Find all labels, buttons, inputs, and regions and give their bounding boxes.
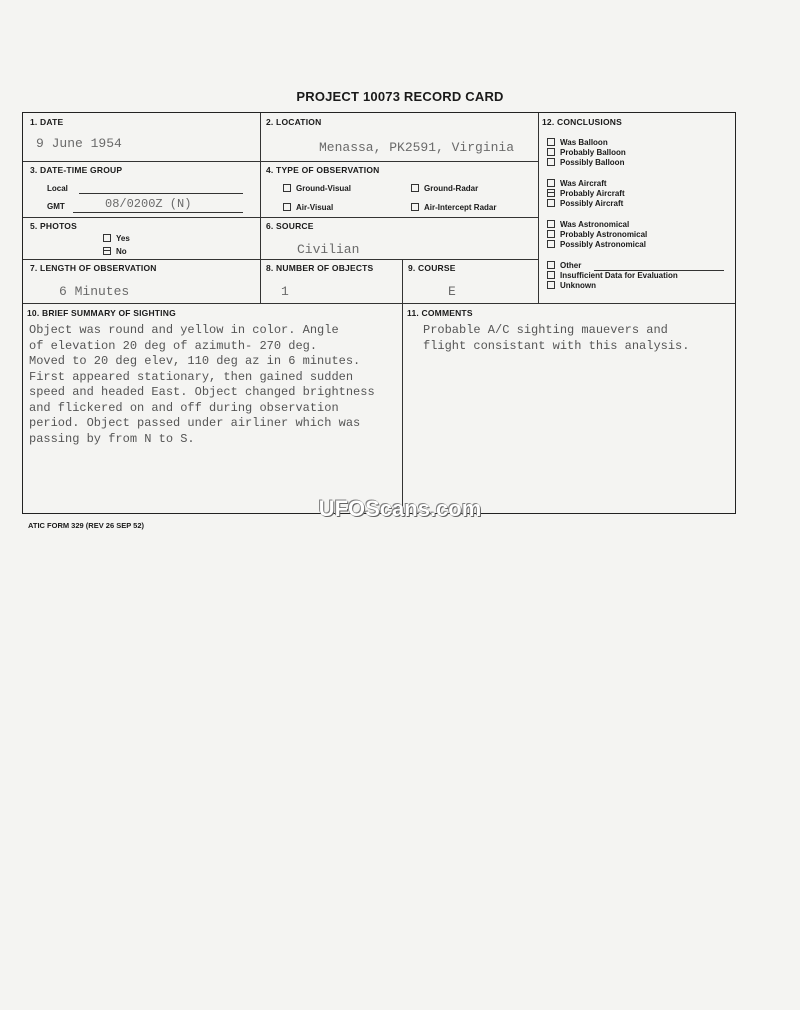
checkbox-icon: [103, 234, 111, 242]
conclusions-label: 12. CONCLUSIONS: [542, 117, 622, 127]
summary-line: and flickered on and off during observation: [29, 400, 339, 415]
type-label: 4. TYPE OF OBSERVATION: [266, 165, 380, 175]
gmt-line: [73, 212, 243, 213]
local-label: Local: [47, 184, 68, 193]
conclusion-item: [547, 179, 607, 188]
photos-label: 5. PHOTOS: [30, 221, 77, 231]
comments-line: flight consistant with this analysis.: [423, 338, 690, 353]
source-label: 6. SOURCE: [266, 221, 314, 231]
local-line: [79, 193, 243, 194]
date-cell: [23, 113, 261, 161]
conclusion-item: [547, 138, 608, 147]
checkbox-checked-icon: [103, 247, 111, 255]
checkbox-icon: [547, 179, 555, 187]
type-option-label: Ground-Radar: [424, 184, 479, 193]
checkbox-icon: [547, 271, 555, 279]
conclusions-cell: [539, 113, 735, 303]
conclusion-item: [547, 199, 623, 208]
type-air-intercept-radar: [411, 203, 496, 212]
length-value: 6 Minutes: [59, 284, 130, 299]
checkbox-icon: [283, 203, 291, 211]
checkbox-checked-icon: [547, 189, 555, 197]
conclusion-label: Possibly Aircraft: [560, 199, 624, 208]
location-label: 2. LOCATION: [266, 117, 322, 127]
type-air-visual: [283, 203, 333, 212]
conclusion-item: [547, 158, 624, 167]
summary-line: passing by from N to S.: [29, 431, 195, 446]
summary-label: 10. BRIEF SUMMARY OF SIGHTING: [27, 308, 176, 318]
type-ground-radar: [411, 184, 478, 193]
type-cell: [261, 161, 539, 217]
conclusion-item: [547, 281, 596, 290]
conclusion-item: [547, 189, 625, 198]
photos-yes: [103, 234, 130, 243]
conclusion-item: [547, 220, 629, 229]
conclusion-label: Other: [560, 261, 582, 270]
summary-line: Moved to 20 deg elev, 110 deg az in 6 minutes.: [29, 354, 361, 368]
conclusion-label: Was Aircraft: [560, 179, 607, 188]
type-option-label: Ground-Visual: [296, 184, 351, 193]
checkbox-icon: [547, 230, 555, 238]
objects-cell: [261, 259, 403, 303]
conclusion-label: Possibly Balloon: [560, 158, 625, 167]
summary-line: period. Object passed under airliner which was: [29, 416, 361, 430]
location-value: Menassa, PK2591, Virginia: [319, 140, 515, 155]
conclusion-item: [547, 230, 647, 239]
checkbox-icon: [547, 281, 555, 289]
source-cell: [261, 217, 539, 259]
checkbox-icon: [547, 138, 555, 146]
conclusion-item: [547, 261, 581, 270]
summary-line: First appeared stationary, then gained sudden: [29, 369, 354, 384]
type-option-label: Air-Intercept Radar: [424, 203, 497, 212]
gmt-label: GMT: [47, 202, 65, 211]
summary-line: speed and headed East. Object changed brightness: [29, 385, 375, 399]
source-value: Civilian: [297, 242, 360, 257]
conclusion-label: Insufficient Data for Evaluation: [560, 271, 678, 280]
checkbox-icon: [411, 184, 419, 192]
photos-cell: [23, 217, 261, 259]
location-cell: [261, 113, 539, 161]
photos-no-label: No: [116, 247, 127, 256]
photos-yes-label: Yes: [116, 234, 130, 243]
checkbox-icon: [283, 184, 291, 192]
form-number: ATIC FORM 329 (REV 26 SEP 52): [28, 521, 145, 530]
objects-value: 1: [281, 284, 289, 299]
summary-cell: [23, 303, 403, 513]
conclusion-label: Unknown: [560, 281, 596, 290]
watermark-logo: UFOScans.com: [318, 496, 482, 521]
checkbox-icon: [547, 158, 555, 166]
conclusion-label: Probably Aircraft: [560, 189, 625, 198]
comments-label: 11. COMMENTS: [407, 308, 473, 318]
date-value: 9 June 1954: [36, 136, 122, 151]
type-ground-visual: [283, 184, 351, 193]
conclusion-label: Was Balloon: [560, 138, 608, 147]
conclusion-item: [547, 271, 678, 280]
dtg-cell: [23, 161, 261, 217]
course-value: E: [448, 284, 456, 299]
conclusion-item: [547, 240, 646, 249]
summary-line: of elevation 20 deg of azimuth- 270 deg.: [29, 338, 318, 353]
length-label: 7. LENGTH OF OBSERVATION: [30, 263, 157, 273]
photos-no: [103, 247, 127, 256]
course-cell: [403, 259, 539, 303]
record-card: [22, 112, 736, 514]
checkbox-icon: [547, 240, 555, 248]
dtg-label: 3. DATE-TIME GROUP: [30, 165, 123, 175]
card-title: PROJECT 10073 RECORD CARD: [296, 89, 504, 104]
comments-cell: [403, 303, 735, 513]
course-label: 9. COURSE: [408, 263, 456, 273]
comments-line: Probable A/C sighting mauevers and: [423, 323, 668, 337]
conclusion-label: Possibly Astronomical: [560, 240, 646, 249]
checkbox-icon: [547, 220, 555, 228]
conclusion-label: Probably Balloon: [560, 148, 626, 157]
checkbox-icon: [547, 148, 555, 156]
gmt-value: 08/0200Z (N): [105, 197, 192, 211]
summary-line: Object was round and yellow in color. Angle: [29, 323, 339, 337]
conclusion-item: [547, 148, 626, 157]
checkbox-icon: [411, 203, 419, 211]
checkbox-icon: [547, 261, 555, 269]
date-label: 1. DATE: [30, 117, 64, 127]
checkbox-icon: [547, 199, 555, 207]
objects-label: 8. NUMBER OF OBJECTS: [266, 263, 374, 273]
type-option-label: Air-Visual: [296, 203, 334, 212]
length-cell: [23, 259, 261, 303]
conclusion-label: Probably Astronomical: [560, 230, 648, 239]
conclusion-label: Was Astronomical: [560, 220, 630, 229]
